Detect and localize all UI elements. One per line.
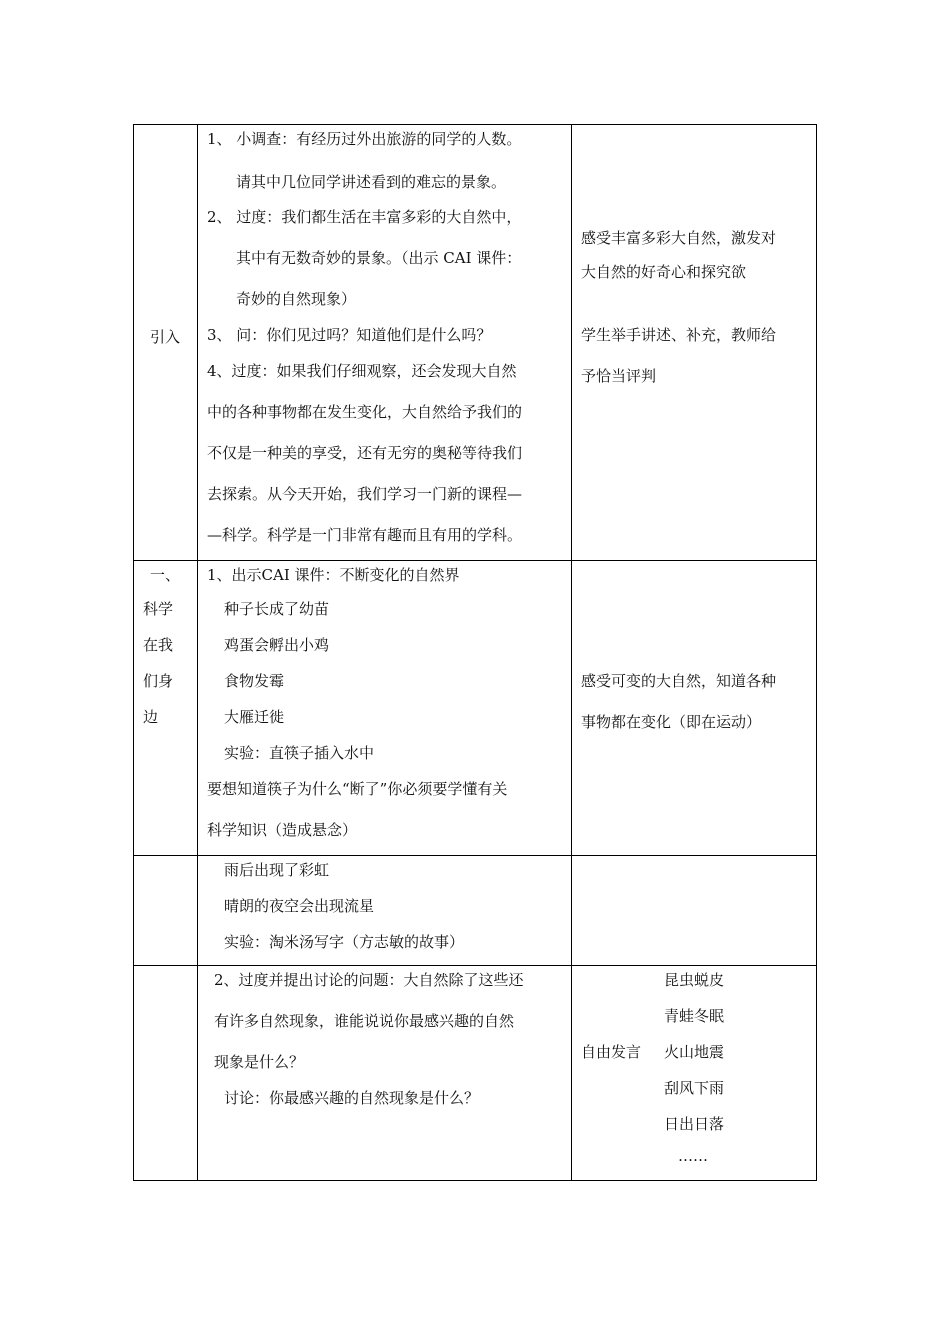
content-line: 1、出示CAI 课件：不断变化的自然界 [207, 566, 460, 584]
content-line: 去探索。从今天开始，我们学习一门新的课程— [207, 485, 523, 503]
content-line: 讨论：你最感兴趣的自然现象是什么？ [224, 1089, 480, 1107]
note-line: 学生举手讲述、补充，教师给 [581, 326, 777, 344]
table-row [134, 125, 816, 561]
row-label-cell [134, 561, 197, 855]
note-item: 日出日落 [664, 1115, 725, 1133]
content-line: 有许多自然现象，谁能说说你最感兴趣的自然 [214, 1012, 515, 1030]
content-line: 鸡蛋会孵出小鸡 [224, 636, 330, 654]
row-label-cell [134, 125, 197, 560]
row-label-cell [134, 966, 197, 1180]
content-line: 4、过度：如果我们仔细观察，还会发现大自然 [207, 362, 517, 380]
note-prefix: 自由发言 [581, 1043, 642, 1061]
content-cell [198, 966, 571, 1180]
note-item: 火山地震 [664, 1043, 725, 1061]
content-line: 请其中几位同学讲述看到的难忘的景象。 [236, 173, 507, 191]
content-line: 奇妙的自然现象） [236, 290, 357, 308]
content-line: 2、过度并提出讨论的问题：大自然除了这些还 [214, 971, 524, 989]
note-line: 予恰当评判 [581, 367, 657, 385]
note-item: …… [678, 1147, 708, 1165]
note-cell [572, 125, 816, 560]
note-line: 感受丰富多彩大自然，激发对 [581, 229, 777, 247]
note-item: 刮风下雨 [664, 1079, 725, 1097]
note-cell [572, 561, 816, 855]
row-label: 在我 [143, 636, 174, 654]
content-line: 其中有无数奇妙的景象。（出示 CAI 课件： [236, 249, 522, 267]
content-line: 不仅是一种美的享受，还有无穷的奥秘等待我们 [207, 444, 523, 462]
row-label: 引入 [150, 328, 181, 346]
note-line: 大自然的好奇心和探究欲 [581, 263, 747, 281]
table-row [134, 561, 816, 856]
content-line: 现象是什么？ [214, 1053, 305, 1071]
note-item: 青蛙冬眠 [664, 1007, 725, 1025]
lesson-plan-table [133, 124, 817, 1181]
content-line: 晴朗的夜空会出现流星 [224, 897, 375, 915]
row-label: 边 [143, 708, 159, 726]
content-cell [198, 125, 571, 560]
content-line: 实验：淘米汤写字（方志敏的故事） [224, 933, 465, 951]
content-line: 2、 过度：我们都生活在丰富多彩的大自然中， [207, 208, 522, 226]
content-cell [198, 856, 571, 965]
row-label-cell [134, 856, 197, 965]
table-row [134, 856, 816, 966]
row-label: 一、 [150, 566, 181, 584]
content-line: 3、 问：你们见过吗？知道他们是什么吗？ [207, 326, 492, 344]
row-label: 科学 [143, 600, 174, 618]
content-line: 要想知道筷子为什么“断了”你必须要学懂有关 [207, 780, 508, 798]
content-line: 中的各种事物都在发生变化，大自然给予我们的 [207, 403, 523, 421]
table-row [134, 966, 816, 1180]
content-line: 实验：直筷子插入水中 [224, 744, 375, 762]
note-item: 昆虫蜕皮 [664, 971, 725, 989]
note-line: 事物都在变化（即在运动） [581, 713, 762, 731]
content-cell [198, 561, 571, 855]
note-cell [572, 856, 816, 965]
content-line: 食物发霉 [224, 672, 285, 690]
note-line: 感受可变的大自然，知道各种 [581, 672, 777, 690]
row-label: 们身 [143, 672, 174, 690]
content-line: 种子长成了幼苗 [224, 600, 330, 618]
content-line: 科学知识（造成悬念） [207, 821, 358, 839]
content-line: —科学。科学是一门非常有趣而且有用的学科。 [207, 526, 523, 544]
content-line: 大雁迁徙 [224, 708, 285, 726]
content-line: 1、 小调查：有经历过外出旅游的同学的人数。 [207, 130, 522, 148]
note-cell [572, 966, 816, 1180]
content-line: 雨后出现了彩虹 [224, 861, 330, 879]
